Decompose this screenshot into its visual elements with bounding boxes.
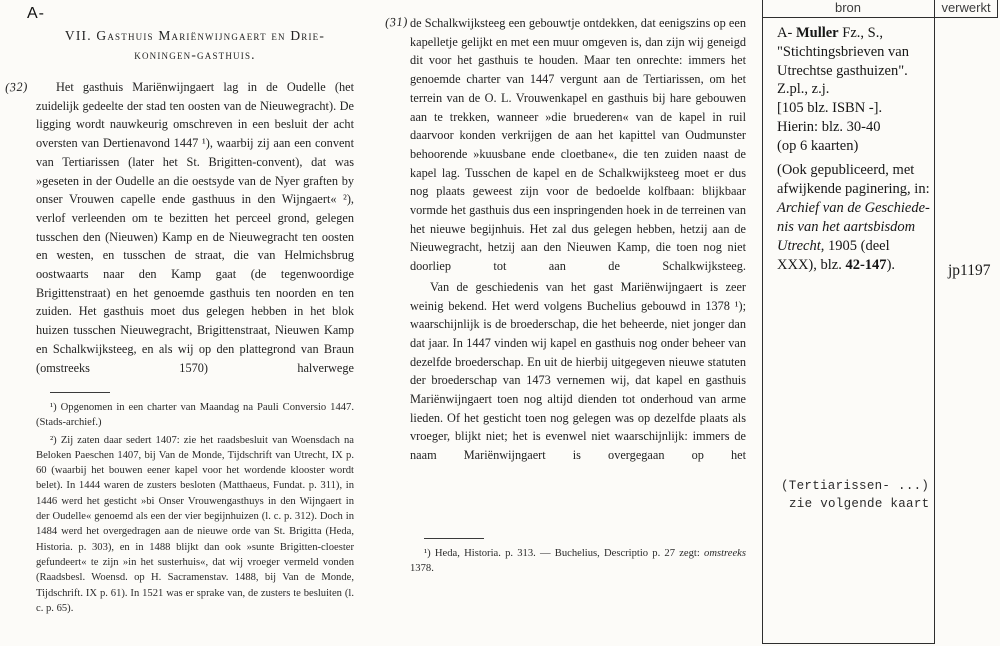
bib-author-line [777,24,933,43]
pubnote-pages: 42-147 [845,257,887,273]
verwerkt-code: jp1197 [948,262,991,279]
bib-prefix: A- [777,25,796,41]
pubnote-journal-line2: nis van het aartsbisdom [777,219,916,235]
corner-label: A- [27,5,45,22]
sidebar-bottom-rule [762,643,935,644]
footnote-1: ¹) Opgenomen in een charter van Maandag na Pauli Conversio 1447. (Stads-archief.) [36,402,354,429]
typed-note-line2: zie volgende kaart [789,497,930,511]
footnote-2: ²) Zij zaten daar sedert 1407: zie het raadsbesluit van Woensdach na Beloken Paeschen 1407, bij Van de Monde, Tijdschrift van Utrecht, IX p. 60 (waarbij het bouwen eener kapel voor het wordende klooster wordt belet). In 1444 waren de zusters besloten (Matthaeus, Fundat. p. 311), in 1446 werd het gesticht »bi Onser Vrouwengasthuys in den Wijngaert in der Oudelle« genoemd als een der vier begijnhuizen (l. c. p. 312). Doch in 1484 werd het overgedragen aan de nieuwe orde van St. Brigitta (Heda, Historia. p. 303), en in 1488 blijkt dan ook »sunte Brigitten-cloester gefundeert« te zijn »in het susterhuis«, dat wij vroeger vermeld vonden (Raadsbesl. Woensd. op H. Sacramenstav. 1488, bij Van de Monde, Tijdschrift. IX p. 61). In 1521 was er sprake van, de zusters te besluiten (l. c. p. 65). [36,434,354,614]
bib-pages-isbn: [105 blz. ISBN -]. [777,100,883,117]
middle-paragraph-continuation: de Schalkwijksteeg een gebouwtje ontdekken, dat eenigszins op een kapelletje gelijkt en met een muur omgeven is, dan zijn wij geneigd dit voor het gasthuis te houden. Maar ten onrechte: immers het genoemde charter van 1447 vergunt aan de Tertiarissen, om het terrein van de O. L. Vrouwenkapel en gasthuis bij hare gebouwen aan te trekken, wanneer »die bruederen« van de kapel in ruil daarvoor konden verkrijgen de aan het kapittel van Oudmunster behoorende »kuusbane ende cloetbane«, die ten zuiden naast de kapel lag. Tusschen de kapel en de Schalkwijksteeg moet er dus nog plaats geweest zijn voor de bedoelde kolfbaan: blijkbaar vormde het gasthuis dus een inspringenden hoek in de terreinen van het nieuwe begijnhuis. Het zal dus gelegen hebben, hetzij aan de Nieuwegracht, hetzij aan den Nieuwen Kamp, die toen nog niet doorliep tot aan de Schalkwijksteeg. [410,16,746,274]
pubnote-close: ). [886,257,896,273]
middle-paragraph-history: Van de geschiedenis van het gast Mariënwijngaert is zeer weinig bekend. Het werd volgens Buchelius gebouwd in 1378 ¹); waarschijnlijk is de broederschap, die het beheerde, niet jonger dan dat jaar. In 1447 vinden wij kapel en gasthuis nog onder beheer van dezelfde broederschap. En uit de hierbij uitgegeven nieuwe statuten der broederschap van 1473 vernemen wij, dat kapel en gasthuis Mariënwijngaert toen nog altijd dienden tot onderhoud van arme lieden. Of het gesticht toen nog gelegen was op dezelfde plaats als vroeger, blijkt niet; het is evenwel niet waarschijnlijk: immers de naam Mariënwijngaert is overgegaan op het [410,279,746,463]
typed-note-line1: (Tertiarissen- ...) [781,479,930,493]
pubnote-journal-line3 [777,237,933,256]
typed-reference-note [781,477,929,513]
sidebar-header-rule [762,17,998,18]
sidebar-column-divider [934,0,935,644]
chapter-heading [36,26,354,64]
bib-author-suffix: Fz., S., [838,25,883,41]
footnote-heda-end: 1378. [410,563,434,575]
bib-title-line1: "Stichtingsbrieven van [777,43,909,60]
bib-herein: Hierin: blz. 30-40 [777,118,881,135]
publication-note [777,161,933,275]
bibliography-entry [777,24,933,156]
footnote-separator-rule [424,538,484,539]
column-header-verwerkt: verwerkt [941,0,991,15]
left-body-paragraph: Het gasthuis Mariënwijngaert lag in de Oudelle (het zuidelijk gedeelte der stad ten oosten van de Nieuwegracht). De ligging wordt nauwkeurig omschreven in een besluit der acht oversten van Dertienavond 1447 ¹), waarbij zij aan een convent van Tertiarissen (later het St. Brigitten-convent), dat was »geseten in der Oudelle an die oestsyde van de Nyer graften by onser Vrouwen capelle ende gasthuus in den Wijngaert« ²), verlof verleenden om te bezitten het perceel grond, gelegen tusschen den (Nieuwen) Kamp en de Nieuwegracht ten oosten en westen, en tusschen de straat, die van Helmichsbrug oostwaarts naar den Kamp gaat (de tegenwoordige Brigittenstraat) en het genoemde gasthuis ten noorden en ten zuiden. Het gasthuis moet dus gelegen hebben in het blok huizen tusschen Nieuwegracht, Brigittenstraat, Nieuwen Kamp en Schalkwijksteeg, en als wij op den plattegrond van Braun (omstreeks 1570) halverwege [36,80,354,375]
footnote-separator-rule [50,392,110,393]
bib-title-line2: Utrechtse gasthuizen". [777,62,908,79]
left-footnote-block [36,392,354,618]
footnote-heda [410,546,746,577]
footnote-heda-italic: omstreeks [704,548,746,559]
pubnote-line1: (Ook gepubliceerd, met [777,162,915,178]
pubnote-line2: afwijkende paginering, in: [777,181,930,197]
pubnote-journal-line1: Archief van de Geschiede- [777,200,930,216]
bib-cards: (op 6 kaarten) [777,137,859,154]
bib-author: Muller [795,25,839,41]
chapter-heading-line2: koningen-gasthuis. [134,47,256,62]
middle-footnote-block [410,538,746,579]
handwritten-margin-note-middle: (31) [384,14,409,30]
handwritten-margin-note-left: (32) [4,79,29,95]
footnote-heda-text: ¹) Heda, Historia. p. 313. — Buchelius, Descriptio p. 27 zegt: [424,548,705,559]
bib-place-year: Z.pl., z.j. [777,81,830,98]
pubnote-volume-line [777,256,933,275]
chapter-heading-line1: VII. Gasthuis Mariënwijngaert en Drie- [64,28,326,43]
sidebar-left-border [762,0,763,644]
pubnote-volume: XXX), blz. [777,257,846,273]
left-column [36,26,354,390]
pubnote-journal-name: Utrecht [777,238,821,254]
pubnote-year: , 1905 (deel [820,238,890,254]
column-header-bron: bron [834,0,862,15]
middle-column [410,14,746,465]
